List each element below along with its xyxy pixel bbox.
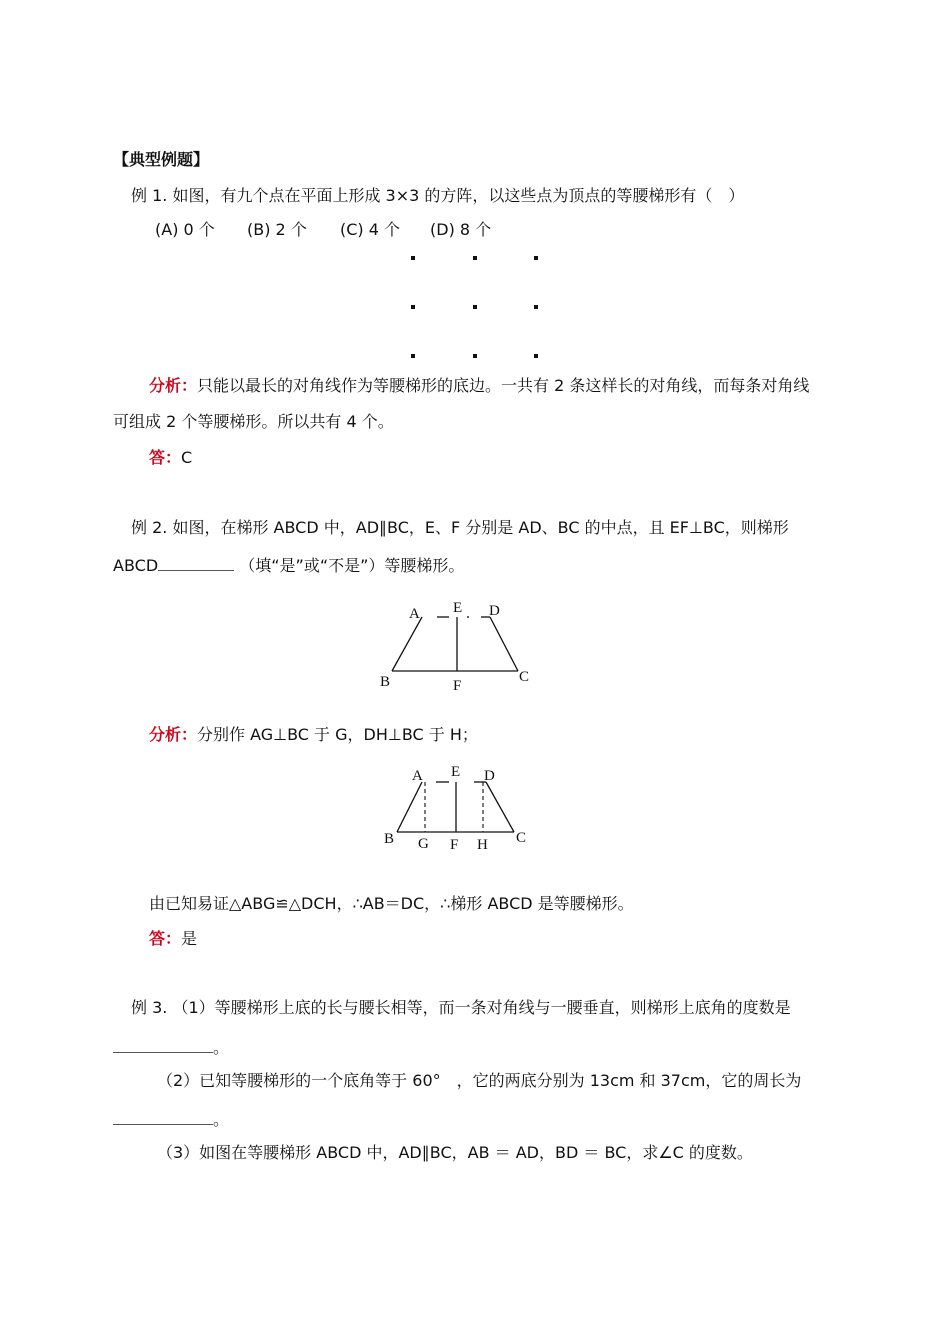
ex2-answer-label: 答： xyxy=(149,929,182,948)
ex2-proof: 由已知易证△ABG≌△DCH，∴AB＝DC，∴梯形 ABCD 是等腰梯形。 xyxy=(149,894,634,913)
ex1-analysis-text1: 只能以最长的对角线作为等腰梯形的底边。一共有 2 条这样长的对角线，而每条对角线 xyxy=(197,376,810,395)
fig1-label-c: C xyxy=(519,669,530,685)
ex3-part1-end: 。 xyxy=(213,1038,230,1057)
ex2-question-text2a: ABCD xyxy=(113,556,159,575)
fig2-label-f: F xyxy=(450,837,459,853)
ex3-part2-end: 。 xyxy=(213,1110,230,1129)
fig1-label-f: F xyxy=(453,678,462,694)
ex3-part1-line1 xyxy=(131,1000,791,1016)
ex3-part2-line2 xyxy=(113,1110,229,1128)
fig1-label-b: B xyxy=(380,674,391,690)
fig1-label-d: D xyxy=(489,603,500,619)
ex3-part1-blank xyxy=(113,1038,213,1053)
fig1-label-e: E xyxy=(453,600,463,616)
fig2-label-a: A xyxy=(412,768,423,784)
ex2-question-text2b: （填“是”或“不是”）等腰梯形。 xyxy=(239,556,465,575)
ex1-question-text: 如图，有九个点在平面上形成 3×3 的方阵，以这些点为顶点的等腰梯形有（ ） xyxy=(172,186,745,205)
fig2-label-d: D xyxy=(484,768,495,784)
ex1-analysis-label: 分析： xyxy=(149,376,198,395)
fig2-label-b: B xyxy=(384,831,395,847)
ex1-analysis-line2: 可组成 2 个等腰梯形。所以共有 4 个。 xyxy=(113,412,394,431)
ex3-part3: （3）如图在等腰梯形 ABCD 中，AD∥BC，AB ＝ AD，BD ＝ BC，求∠C 的度数。 xyxy=(157,1143,753,1162)
ex2-prefix: 例 2. xyxy=(131,518,168,537)
ex2-analysis-label: 分析： xyxy=(149,725,198,744)
fig2-label-e: E xyxy=(451,764,461,780)
ex1-option-b: (B) 2 个 xyxy=(247,220,307,239)
ex2-question-text1: 如图，在梯形 ABCD 中，AD∥BC，E、F 分别是 AD、BC 的中点，且 EF⊥BC，则梯形 xyxy=(172,518,789,537)
ex2-answer xyxy=(149,931,197,947)
fig2-side-dc xyxy=(486,782,514,832)
ex1-option-a: (A) 0 个 xyxy=(155,220,215,239)
fig1-label-a: A xyxy=(409,606,420,622)
ex1-answer-value: C xyxy=(181,448,193,467)
ex1-option-d: (D) 8 个 xyxy=(430,220,492,239)
section-title: 【典型例题】 xyxy=(113,150,210,169)
ex3-part1-line2 xyxy=(113,1038,229,1056)
ex3-prefix: 例 3. xyxy=(131,998,168,1017)
fig2-label-h: H xyxy=(477,837,488,853)
ex3-part2-blank xyxy=(113,1110,213,1125)
ex3-part1-text: （1）等腰梯形上底的长与腰长相等，而一条对角线与一腰垂直，则梯形上底角的度数是 xyxy=(172,998,791,1017)
ex3-part2-line1: （2）已知等腰梯形的一个底角等于 60° ，它的两底分别为 13cm 和 37cm，它的周长为 xyxy=(157,1071,802,1090)
ex1-option-c: (C) 4 个 xyxy=(340,220,401,239)
ex1-answer-label: 答： xyxy=(149,448,182,467)
fig2-side-ab xyxy=(397,782,422,832)
ex2-analysis-text: 分别作 AG⊥BC 于 G，DH⊥BC 于 H； xyxy=(197,725,478,744)
ex2-answer-value: 是 xyxy=(181,929,198,948)
fig2-label-c: C xyxy=(516,830,527,846)
fig2-label-g: G xyxy=(418,836,429,852)
ex1-prefix: 例 1. xyxy=(131,186,168,205)
